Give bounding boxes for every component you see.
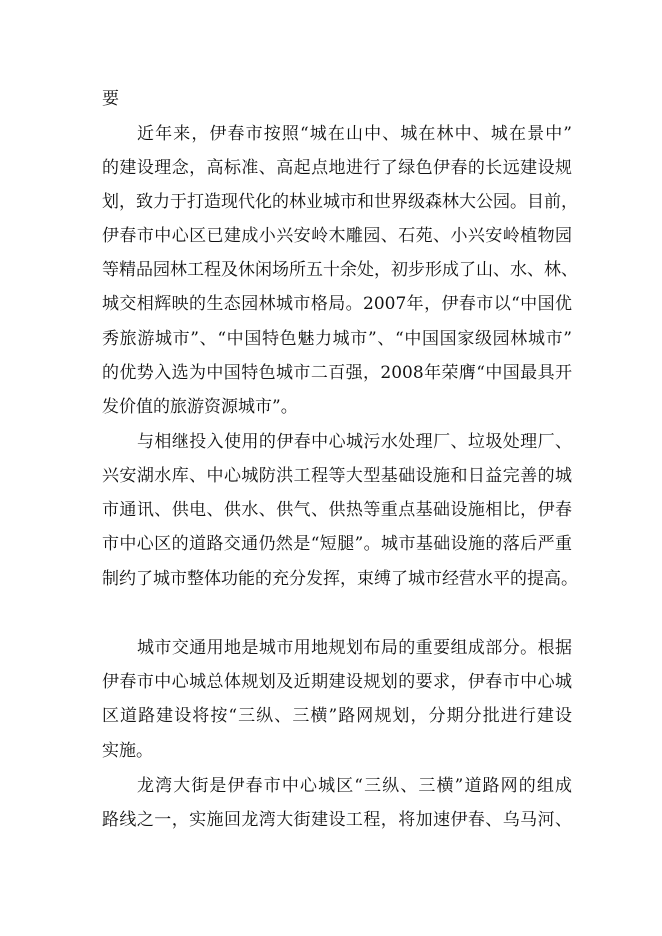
text-line: 近年来，伊春市按照“城在山中、城在林中、城在景中” [137,124,572,144]
text-line: 等精品园林工程及休闲场所五十余处，初步形成了山、水、林、 [102,260,578,280]
text-line: 发价值的旅游资源城市”。 [102,397,298,417]
text-line: 城交相辉映的生态园林城市格局。2007年，伊春市以“中国优 [102,294,572,314]
text-line: 路线之一，实施回龙湾大街建设工程，将加速伊春、乌马河、 [102,810,572,830]
text-line: 要 [102,89,119,109]
text-line: 制约了城市整体功能的充分发挥，束缚了城市经营水平的提高。 [102,569,578,589]
text-line: 伊春市中心城总体规划及近期建设规划的要求，伊春市中心城 [102,672,572,692]
text-line: 与相继投入使用的伊春中心城污水处理厂、垃圾处理厂、 [137,432,572,452]
text-line: 的建设理念，高标准、高起点地进行了绿色伊春的长远建设规 [102,158,572,178]
text-line: 兴安湖水库、中心城防洪工程等大型基础设施和日益完善的城 [102,466,572,486]
text-line: 区道路建设将按“三纵、三横”路网规划，分期分批进行建设 [102,706,572,726]
text-line: 市通讯、供电、供水、供气、供热等重点基础设施相比，伊春 [102,500,572,520]
text-line: 的优势入选为中国特色城市二百强，2008年荣膺“中国最具开 [102,363,572,383]
text-line: 伊春市中心区已建成小兴安岭木雕园、石苑、小兴安岭植物园 [102,226,572,246]
text-line: 划，致力于打造现代化的林业城市和世界级森林大公园。目前， [102,192,578,212]
text-line: 秀旅游城市”、“中国特色魅力城市”、“中国国家级园林城市” [102,329,572,349]
text-line: 实施。 [102,741,153,761]
text-line: 城市交通用地是城市用地规划布局的重要组成部分。根据 [137,638,572,658]
text-line: 市中心区的道路交通仍然是“短腿”。城市基础设施的落后严重 [102,534,572,554]
text-line: 龙湾大街是伊春市中心城区“三纵、三横”道路网的组成 [137,776,572,796]
